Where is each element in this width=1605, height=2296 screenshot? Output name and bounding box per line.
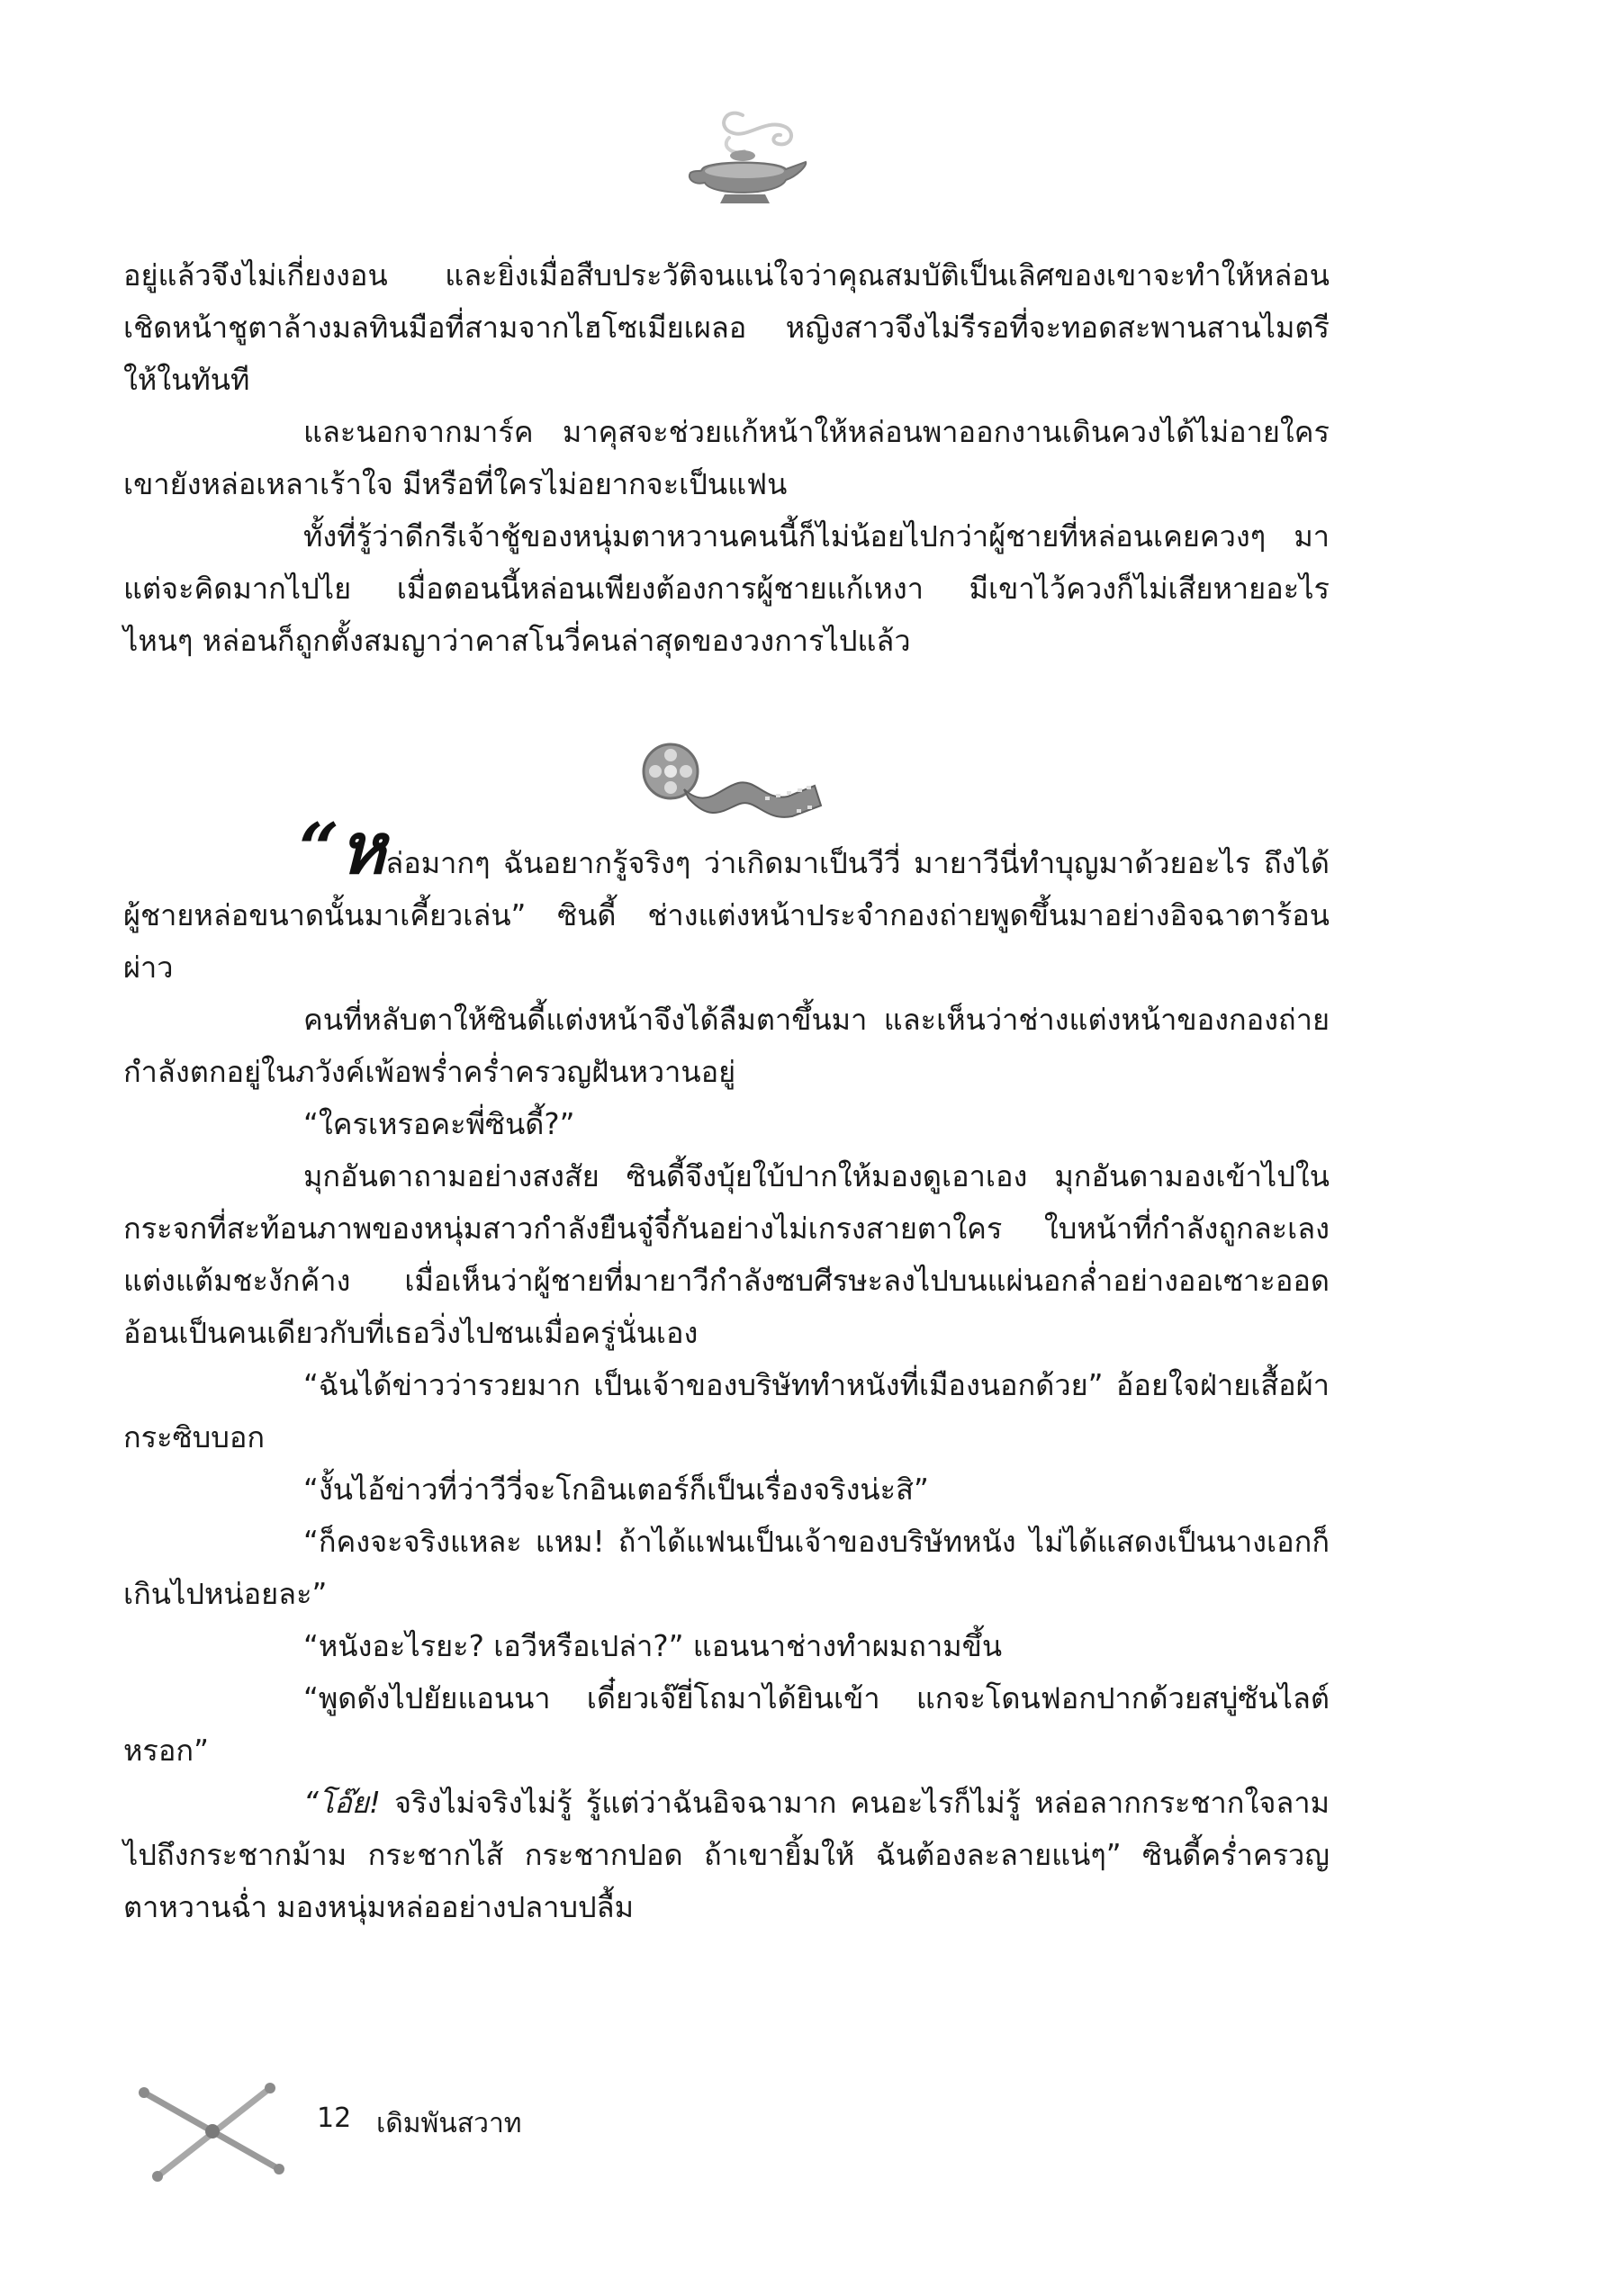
paragraph-text: ล่อมากๆ ฉันอยากรู้จริงๆ ว่าเกิดมาเป็นวีวี่ มายาวีนี่ทำบุญมาด้วยอะไร ถึงได้ผู้ชายหล่อขนาดนั้นมาเคี้ยวเล่น” ซินดี้ ช่างแต่งหน้าประจำกองถ่ายพูดขึ้นมาอย่างอิจฉาตาร้อนผ่าว xyxy=(123,846,1330,985)
book-title: เดิมพันสวาท xyxy=(376,2108,522,2139)
paragraph: มุกอันดาถามอย่างสงสัย ซินดี้จึงบุ้ยใบ้ปากให้มองดูเอาเอง มุกอันดามองเข้าไปในกระจกที่สะท้อนภาพของหนุ่มสาวกำลังยืนจู๋จี๋กันอย่างไม่เกรงสายตาใคร ใบหน้าที่กำลังถูกละเลงแต่งแต้มชะงักค้าง เมื่อเห็นว่าผู้ชายที่มายาวีกำลังซบศีรษะลงไปบนแผ่นอกล่ำอย่างออเซาะออดอ้อนเป็นคนเดียวกับที่เธอวิ่งไปชนเมื่อครู่นั่นเอง xyxy=(123,1159,1330,1350)
text-section-2 xyxy=(123,808,1330,1933)
text-section-1 xyxy=(123,249,1330,667)
paragraph: คนที่หลับตาให้ซินดี้แต่งหน้าจึงได้ลืมตาขึ้นมา และเห็นว่าช่างแต่งหน้าของกองถ่ายกำลังตกอยู่ในภวังค์เพ้อพร่ำคร่ำครวญฝันหวานอยู่ xyxy=(123,1003,1330,1089)
paragraph: “ก็คงจะจริงแหละ แหม! ถ้าได้แฟนเป็นเจ้าของบริษัทหนัง ไม่ได้แสดงเป็นนางเอกก็เกินไปหน่อยละ” xyxy=(123,1525,1330,1611)
cross-wrench-icon xyxy=(135,2079,293,2183)
genie-lamp-icon xyxy=(680,106,815,214)
paragraph: “พูดดังไปยัยแอนนา เดี๋ยวเจ๊ยี่โถมาได้ยินเข้า แกจะโดนฟอกปากด้วยสบู่ซันไลต์หรอก” xyxy=(123,1681,1330,1768)
paragraph xyxy=(123,1777,1330,1933)
paragraph: อยู่แล้วจึงไม่เกี่ยงงอน และยิ่งเมื่อสืบประวัติจนแน่ใจว่าคุณสมบัติเป็นเลิศของเขาจะทำให้หล่อนเชิดหน้าชูตาล้างมลทินมือที่สามจากไฮโซเมียเผลอ หญิงสาวจึงไม่รีรอที่จะทอดสะพานสานไมตรีให้ในทันที xyxy=(123,258,1330,397)
italic-exclamation: “โอ๊ย! xyxy=(303,1786,381,1820)
page-number: 12 xyxy=(317,2102,352,2134)
paragraph: “ฉันได้ข่าวว่ารวยมาก เป็นเจ้าของบริษัททำหนังที่เมืองนอกด้วย” อ้อยใจฝ่ายเสื้อผ้ากระซิบบอก xyxy=(123,1368,1330,1454)
paragraph: “งั้นไอ้ข่าวที่ว่าวีวี่จะโกอินเตอร์ก็เป็นเรื่องจริงน่ะสิ” xyxy=(303,1472,929,1507)
paragraph-text: จริงไม่จริงไม่รู้ รู้แต่ว่าฉันอิจฉามาก คนอะไรก็ไม่รู้ หล่อลากกระชากใจลามไปถึงกระชากม้าม กระชากไส้ กระชากปอด ถ้าเขายิ้มให้ ฉันต้องละลายแน่ๆ” ซินดี้คร่ำครวญตาหวานฉ่ำ มองหนุ่มหล่ออย่างปลาบปลื้ม xyxy=(123,1786,1330,1924)
paragraph: และนอกจากมาร์ค มาคุสจะช่วยแก้หน้าให้หล่อนพาออกงานเดินควงได้ไม่อายใคร เขายังหล่อเหลาเร้าใจ มีหรือที่ใครไม่อยากจะเป็นแฟน xyxy=(123,415,1330,501)
paragraph: ทั้งที่รู้ว่าดีกรีเจ้าชู้ของหนุ่มตาหวานคนนี้ก็ไม่น้อยไปกว่าผู้ชายที่หล่อนเคยควงๆ มา แต่จะคิดมากไปไย เมื่อตอนนี้หล่อนเพียงต้องการผู้ชายแก้เหงา มีเขาไว้ควงก็ไม่เสียหายอะไร ไหนๆ หล่อนก็ถูกตั้งสมญาว่าคาสโนวี่คนล่าสุดของวงการไปแล้ว xyxy=(123,519,1330,658)
film-reel-icon xyxy=(630,734,824,824)
paragraph: “ใครเหรอคะพี่ซินดี้?” xyxy=(303,1107,575,1141)
dropcap-quote: “ xyxy=(299,808,339,890)
opening-paragraph xyxy=(123,808,1330,994)
dropcap-letter: ห xyxy=(338,809,386,890)
paragraph: “หนังอะไรยะ? เอวีหรือเปล่า?” แอนนาช่างทำผมถามขึ้น xyxy=(303,1629,1003,1663)
